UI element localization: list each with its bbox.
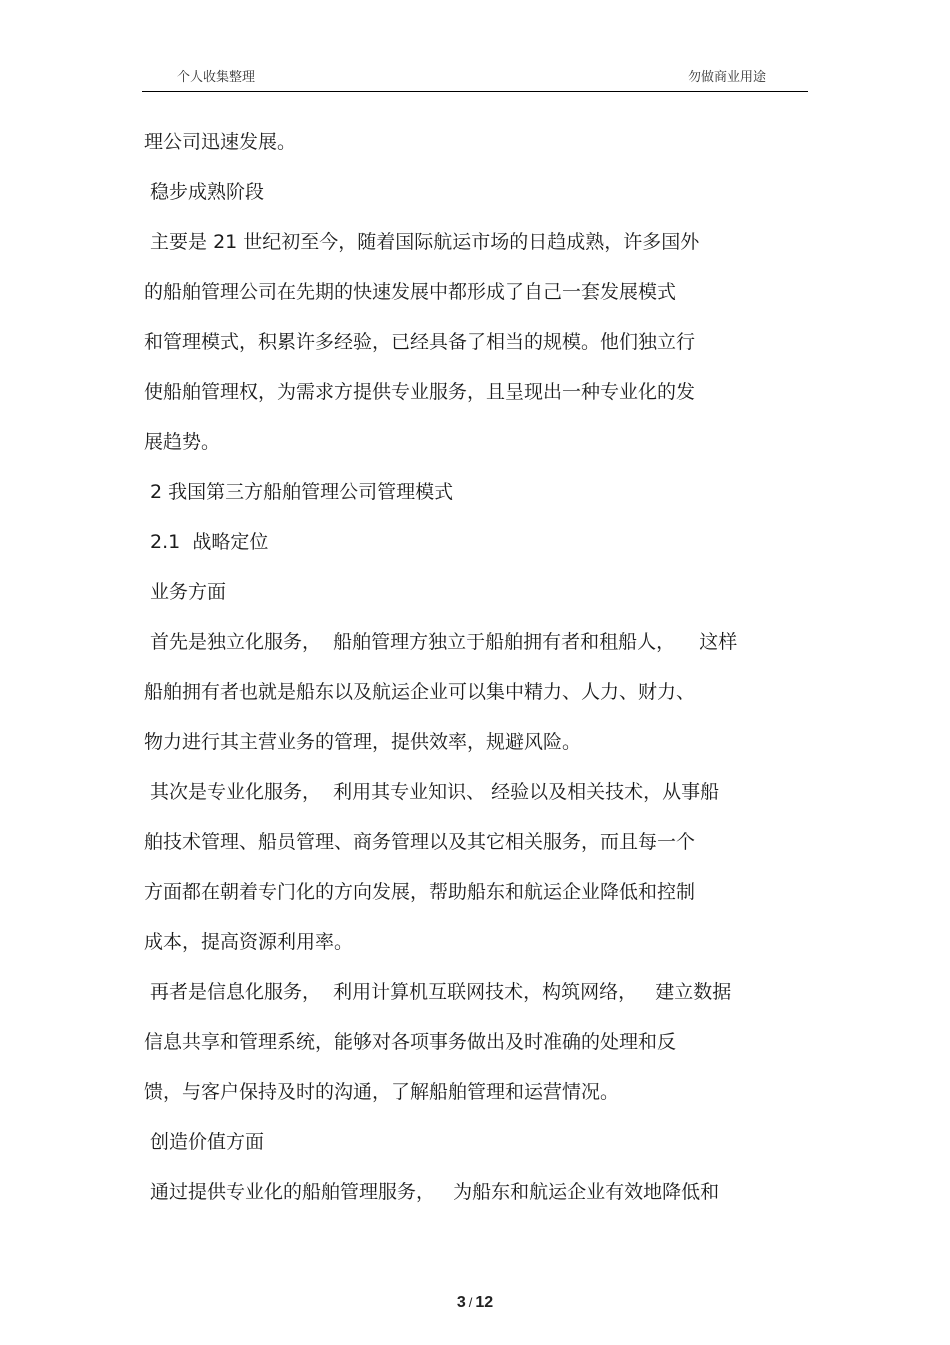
text-line: 通过提供专业化的船舶管理服务， 为船东和航运企业有效地降低和 (144, 1181, 720, 1203)
header-divider (142, 91, 808, 92)
text-line: 舶技术管理、船员管理、商务管理以及其它相关服务，而且每一个 (144, 831, 696, 853)
section-heading: 2.1 战略定位 (144, 531, 269, 553)
text-line: 的船舶管理公司在先期的快速发展中都形成了自己一套发展模式 (144, 281, 677, 303)
text-line: 物力进行其主营业务的管理，提供效率，规避风险。 (144, 731, 582, 753)
text-line: 再者是信息化服务， 利用计算机互联网技术，构筑网络， 建立数据 (144, 981, 732, 1003)
section-heading: 2 我国第三方船舶管理公司管理模式 (144, 481, 454, 503)
total-pages: 12 (475, 1294, 494, 1311)
section-heading: 创造价值方面 (144, 1131, 265, 1153)
section-heading: 业务方面 (144, 581, 227, 603)
text-line: 成本，提高资源利用率。 (144, 931, 354, 953)
text-line: 其次是专业化服务， 利用其专业知识、 经验以及相关技术，从事船 (144, 781, 720, 803)
page-separator: / (468, 1295, 473, 1310)
text-line: 船舶拥有者也就是船东以及航运企业可以集中精力、人力、财力、 (144, 681, 696, 703)
text-line: 展趋势。 (144, 431, 221, 453)
text-line: 首先是独立化服务， 船舶管理方独立于船舶拥有者和租船人， 这样 (144, 631, 738, 653)
page-number (0, 1294, 950, 1312)
text-line: 信息共享和管理系统，能够对各项事务做出及时准确的处理和反 (144, 1031, 677, 1053)
text-line: 使船舶管理权，为需求方提供专业服务，且呈现出一种专业化的发 (144, 381, 696, 403)
text-line: 主要是 21 世纪初至今，随着国际航运市场的日趋成熟，许多国外 (144, 231, 700, 253)
current-page: 3 (456, 1294, 466, 1311)
section-heading: 稳步成熟阶段 (144, 181, 265, 203)
text-line: 馈，与客户保持及时的沟通，了解船舶管理和运营情况。 (144, 1081, 620, 1103)
text-line: 方面都在朝着专门化的方向发展，帮助船东和航运企业降低和控制 (144, 881, 696, 903)
header-right-text: 勿做商业用途 (687, 70, 766, 85)
text-line: 理公司迅速发展。 (144, 131, 297, 153)
text-line: 和管理模式，积累许多经验，已经具备了相当的规模。他们独立行 (144, 331, 696, 353)
header-left-text: 个人收集整理 (177, 70, 256, 85)
